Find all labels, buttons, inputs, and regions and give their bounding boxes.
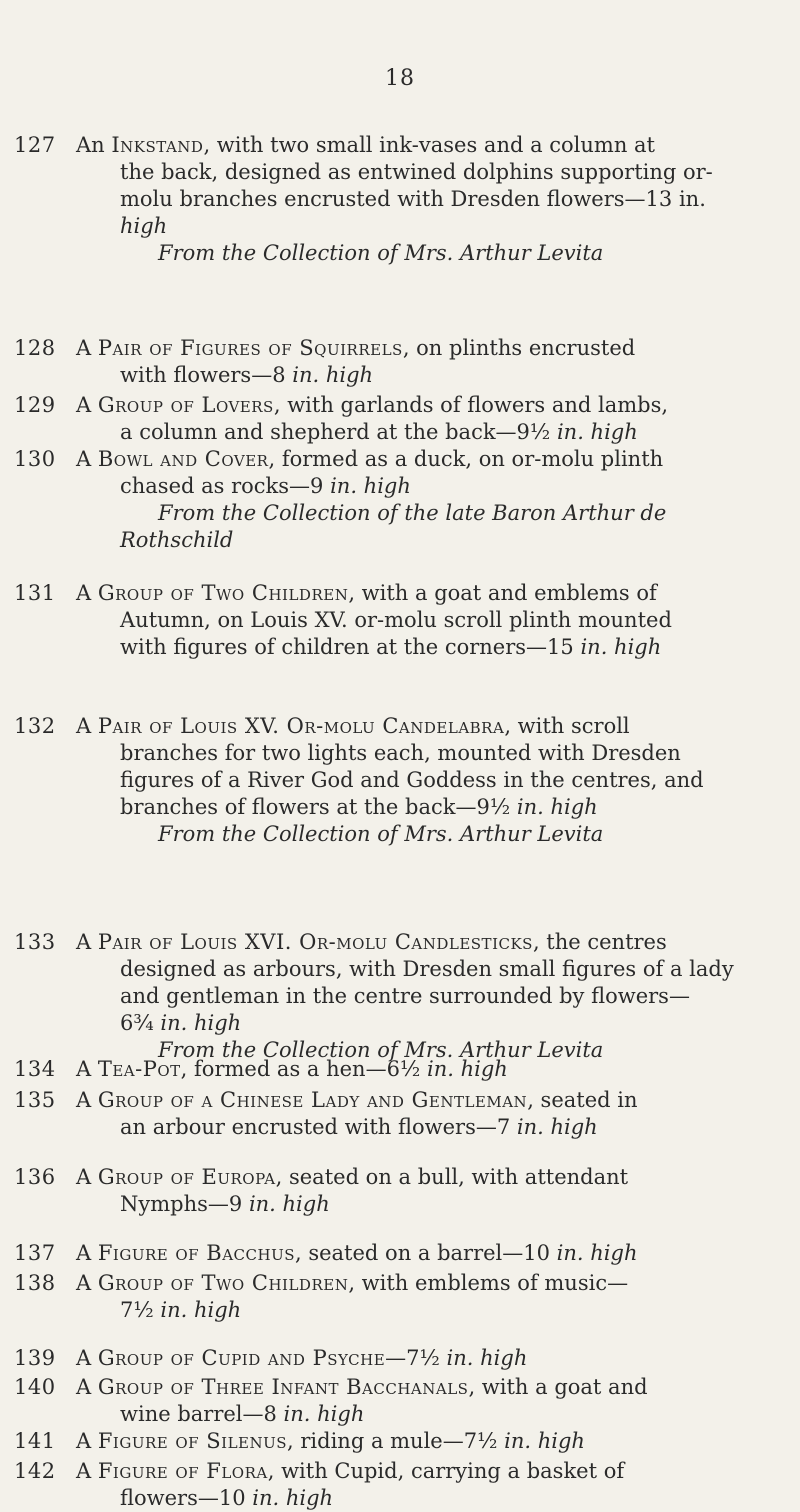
page-number: 18 xyxy=(385,66,415,91)
lot-number: 141 xyxy=(14,1429,56,1453)
description-line: flowers—10 in. high xyxy=(120,1486,334,1510)
description-line: the back, designed as entwined dolphins supporting or- xyxy=(120,160,713,184)
lot-description xyxy=(76,446,784,554)
description-line: a column and shepherd at the back—9½ in. high xyxy=(120,420,638,444)
lot-number: 127 xyxy=(14,133,56,157)
lot-number: 128 xyxy=(14,336,56,360)
description-line: A Group of Lovers, with garlands of flowers and lambs, xyxy=(76,393,669,417)
description-line: A Group of Two Children, with emblems of music— xyxy=(76,1271,629,1295)
lot-description xyxy=(76,1428,784,1455)
lot-description xyxy=(76,1458,784,1512)
lot-description xyxy=(76,392,784,446)
description-line: Autumn, on Louis XV. or-molu scroll plinth mounted xyxy=(120,608,672,632)
lot-description xyxy=(76,1087,784,1141)
lot-description xyxy=(76,1270,784,1324)
lot-number: 129 xyxy=(14,393,56,417)
lot-number: 140 xyxy=(14,1375,56,1399)
description-line: A Figure of Silenus, riding a mule—7½ in. high xyxy=(76,1429,585,1453)
lot-description xyxy=(76,1374,784,1428)
lot-number: 138 xyxy=(14,1271,56,1295)
lot-number: 139 xyxy=(14,1346,56,1370)
description-line: A Group of Cupid and Psyche—7½ in. high xyxy=(76,1346,528,1370)
description-line: branches of flowers at the back—9½ in. high xyxy=(120,795,598,819)
provenance-line: Rothschild xyxy=(120,528,234,552)
provenance-line: From the Collection of the late Baron Arthur de xyxy=(158,501,667,525)
description-line: molu branches encrusted with Dresden flowers—13 in. xyxy=(120,187,706,211)
description-line: A Bowl and Cover, formed as a duck, on or-molu plinth xyxy=(76,447,664,471)
description-line: A Tea-Pot, formed as a hen—6½ in. high xyxy=(76,1057,508,1081)
description-line: An Inkstand, with two small ink-vases and a column at xyxy=(76,133,655,157)
description-line: figures of a River God and Goddess in the centres, and xyxy=(120,768,704,792)
lot-number: 130 xyxy=(14,447,56,471)
lot-number: 137 xyxy=(14,1241,56,1265)
description-line: 6¾ in. high xyxy=(120,1011,242,1035)
description-line: designed as arbours, with Dresden small figures of a lady xyxy=(120,957,734,981)
lot-number: 133 xyxy=(14,930,56,954)
provenance-line: From the Collection of Mrs. Arthur Levita xyxy=(158,1038,604,1062)
lot-description xyxy=(76,1164,784,1218)
provenance-line: From the Collection of Mrs. Arthur Levita xyxy=(158,241,604,265)
provenance-line: From the Collection of Mrs. Arthur Levita xyxy=(158,822,604,846)
description-line: A Pair of Louis XVI. Or-molu Candlesticks, the centres xyxy=(76,930,667,954)
description-line: branches for two lights each, mounted with Dresden xyxy=(120,741,681,765)
lot-number: 131 xyxy=(14,581,56,605)
description-line: A Group of Three Infant Bacchanals, with a goat and xyxy=(76,1375,648,1399)
lot-description xyxy=(76,929,784,1064)
description-line: with figures of children at the corners—15 in. high xyxy=(120,635,662,659)
description-line: A Figure of Bacchus, seated on a barrel—10 in. high xyxy=(76,1241,638,1265)
description-line: A Group of a Chinese Lady and Gentleman, seated in xyxy=(76,1088,638,1112)
lot-number: 136 xyxy=(14,1165,56,1189)
description-line: A Figure of Flora, with Cupid, carrying a basket of xyxy=(76,1459,625,1483)
description-line: A Pair of Louis XV. Or-molu Candelabra, with scroll xyxy=(76,714,630,738)
description-line: A Group of Two Children, with a goat and emblems of xyxy=(76,581,657,605)
lot-number: 132 xyxy=(14,714,56,738)
lot-description xyxy=(76,713,784,848)
lot-description xyxy=(76,132,784,267)
description-line: wine barrel—8 in. high xyxy=(120,1402,365,1426)
description-line: an arbour encrusted with flowers—7 in. high xyxy=(120,1115,598,1139)
lot-description xyxy=(76,1345,784,1372)
lot-description xyxy=(76,580,784,661)
description-line: high xyxy=(120,214,168,238)
description-line: Nymphs—9 in. high xyxy=(120,1192,330,1216)
description-line: chased as rocks—9 in. high xyxy=(120,474,411,498)
lot-description xyxy=(76,1240,784,1267)
lot-number: 142 xyxy=(14,1459,56,1483)
description-line: A Pair of Figures of Squirrels, on plinths encrusted xyxy=(76,336,636,360)
lot-number: 134 xyxy=(14,1057,56,1081)
description-line: 7½ in. high xyxy=(120,1298,242,1322)
description-line: with flowers—8 in. high xyxy=(120,363,374,387)
lot-description xyxy=(76,1056,784,1083)
description-line: and gentleman in the centre surrounded by flowers— xyxy=(120,984,690,1008)
description-line: A Group of Europa, seated on a bull, with attendant xyxy=(76,1165,629,1189)
lot-number: 135 xyxy=(14,1088,56,1112)
lot-description xyxy=(76,335,784,389)
